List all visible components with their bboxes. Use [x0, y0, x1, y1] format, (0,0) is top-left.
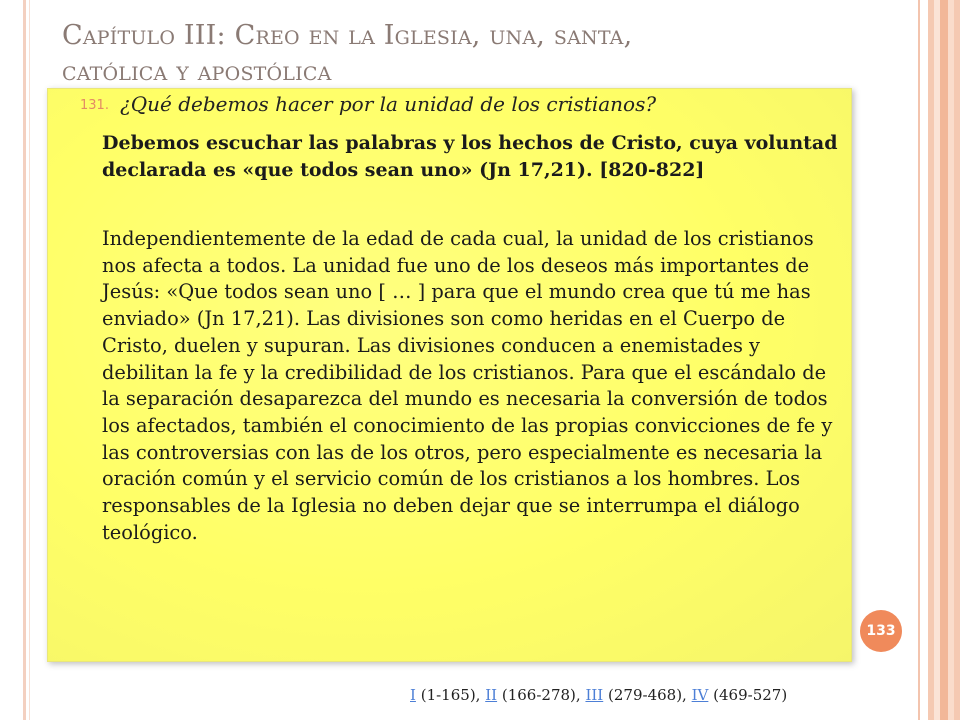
- left-border-line: [23, 0, 26, 720]
- footer-range-part-4: (469-527): [713, 686, 788, 704]
- right-border-line: [918, 0, 920, 720]
- slide-title-line-2: católica y apostólica: [62, 56, 332, 87]
- page-number-badge: 133: [860, 610, 902, 652]
- footer-part-links: [410, 686, 787, 704]
- left-border-line-thin: [29, 0, 30, 720]
- footer-range-part-1: (1-165),: [420, 686, 481, 704]
- explanation-text: Independientemente de la edad de cada cual, la unidad de los cristianos nos afecta a todos. La unidad fue uno de los deseos más importantes de Jesús: «Que todos sean uno [ … ] para que el mundo crea que tú me has enviado» (Jn 17,21). Las divisiones son como heridas en el Cuerpo de Cristo, duelen y supuran. Las divisiones conducen a enemistades y debilitan la fe y la credibilidad de los cristianos. Para que el escándalo de la separación desaparezca del mundo es necesaria la conversión de todos los afectados, también el conocimiento de las propias convicciones de fe y las controversias con las de los otros, pero especialmente es necesaria la oración común y el servicio común de los cristianos a los hombres. Los responsables de la Iglesia no deben dejar que se interrumpa el diálogo teológico.: [102, 227, 833, 544]
- answer-text: Debemos escuchar las palabras y los hechos de Cristo, cuya voluntad declarada es «que todos sean uno» (Jn 17,21). [820-822]: [102, 132, 838, 181]
- slide-title: [62, 18, 882, 90]
- question-text: ¿Qué debemos hacer por la unidad de los cristianos?: [120, 92, 657, 116]
- footer-link-part-2[interactable]: II: [485, 686, 498, 704]
- footer-link-part-1[interactable]: I: [410, 686, 416, 704]
- footer-link-part-3[interactable]: III: [585, 686, 604, 704]
- slide-title-line-1: Capítulo III: Creo en la Iglesia, una, santa,: [62, 20, 633, 51]
- right-decorative-band: [928, 0, 960, 720]
- footer-link-part-4[interactable]: IV: [691, 686, 709, 704]
- footer-range-part-3: (279-468),: [608, 686, 687, 704]
- footer-range-part-2: (166-278),: [501, 686, 581, 704]
- question-number: 131.: [80, 98, 109, 113]
